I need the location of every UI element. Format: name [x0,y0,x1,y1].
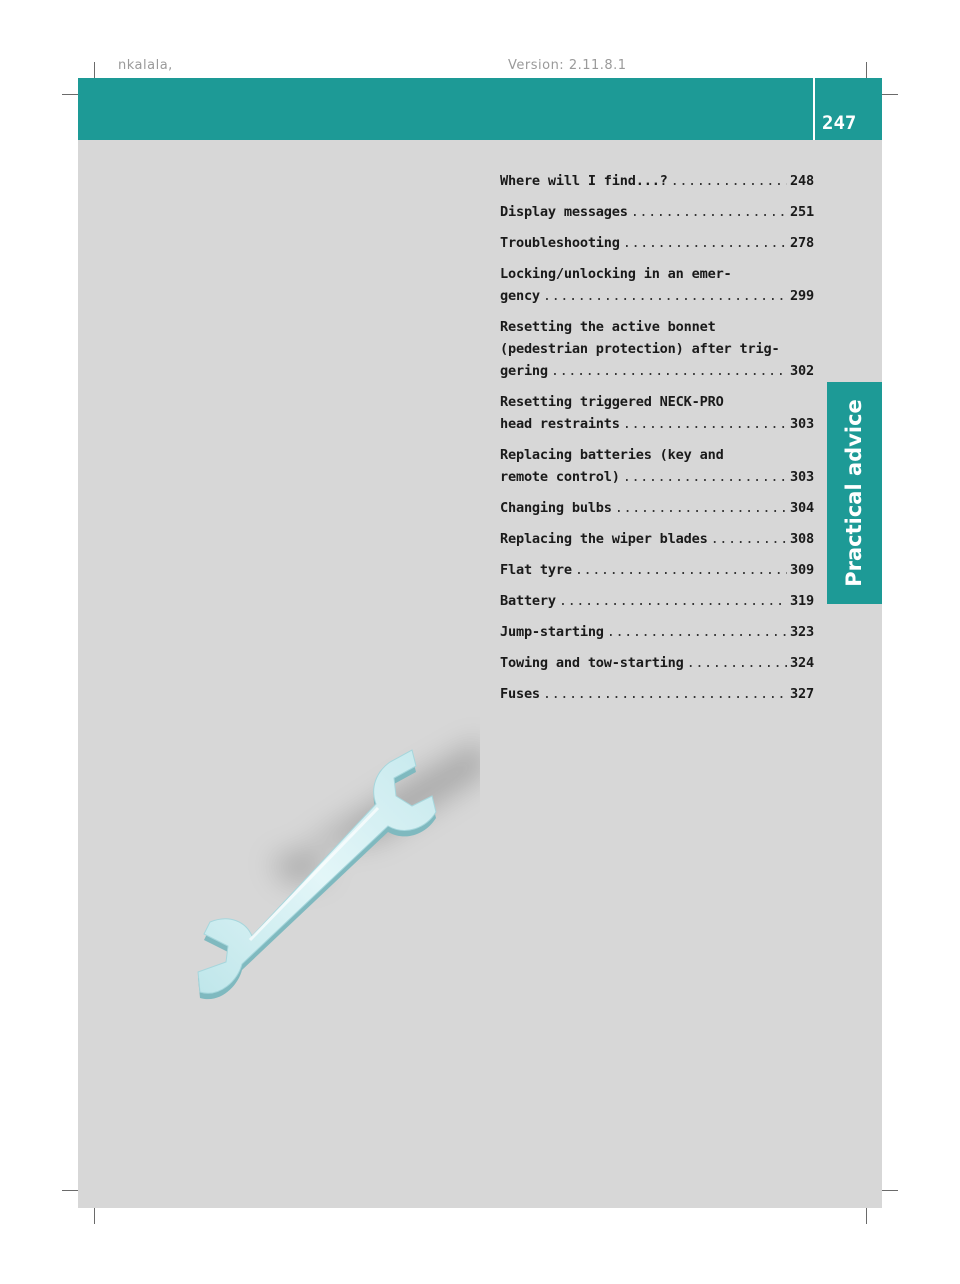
toc-leader-dots [559,590,787,612]
crop-mark [882,94,898,95]
toc-entry-last-line [500,559,814,581]
toc-entry-page: 278 [790,235,814,251]
toc-entry-page: 303 [790,469,814,485]
toc-entry-title: remote control) [500,469,620,485]
toc-entry-page: 302 [790,363,814,379]
toc-entry [500,683,814,705]
toc-entry-page: 308 [790,531,814,547]
crop-mark [866,62,867,78]
toc-entry [500,316,814,382]
toc-entry-last-line [500,590,814,612]
toc-leader-dots [551,360,787,382]
toc-entry-title: Replacing the wiper blades [500,531,708,547]
toc-entry [500,391,814,435]
header-band [78,78,882,140]
toc-entry-page: 304 [790,500,814,516]
toc-entry-title: Fuses [500,686,540,702]
toc-leader-dots [543,683,787,705]
page-number: 247 [822,112,857,134]
wrench-icon [180,700,480,1010]
toc-entry [500,497,814,519]
toc-leader-dots [623,232,787,254]
toc-entry-last-line [500,497,814,519]
crop-mark [866,1208,867,1224]
toc-entry-page: 303 [790,416,814,432]
toc-entry [500,652,814,674]
toc-leader-dots [607,621,787,643]
toc-leader-dots [631,201,787,223]
footer-watermark: carmanualsonline.info [771,1258,960,1278]
toc-entry [500,444,814,488]
toc-entry [500,170,814,192]
toc-entry-last-line [500,621,814,643]
toc-entry-line: Resetting the active bonnet [500,319,716,335]
toc-entry-last-line [500,360,814,382]
toc-entry-line: Locking/unlocking in an emer- [500,266,732,282]
toc-entry-title: Changing bulbs [500,500,612,516]
toc-entry-title: Flat tyre [500,562,572,578]
toc-entry [500,590,814,612]
header-left-text: nkalala, [118,58,173,73]
toc-entry [500,201,814,223]
toc-leader-dots [543,285,787,307]
toc-entry-title: Display messages [500,204,628,220]
toc-entry-title: head restraints [500,416,620,432]
toc-entry-last-line [500,232,814,254]
toc-entry [500,528,814,550]
toc-entry-last-line [500,683,814,705]
toc-entry-page: 319 [790,593,814,609]
header-divider [813,78,815,140]
toc-entry-line: (pedestrian protection) after trig- [500,341,780,357]
toc-entry-last-line [500,466,814,488]
toc-entry-page: 324 [790,655,814,671]
crop-mark [62,1190,78,1191]
toc-leader-dots [687,652,787,674]
toc-leader-dots [615,497,787,519]
crop-mark [62,94,78,95]
toc-entry-page: 309 [790,562,814,578]
toc-entry-page: 248 [790,173,814,189]
toc-entry-last-line [500,413,814,435]
table-of-contents [500,170,814,714]
toc-entry-title: Towing and tow-starting [500,655,684,671]
toc-entry [500,559,814,581]
toc-entry-title: Where will I find...? [500,173,668,189]
toc-entry [500,232,814,254]
crop-mark [94,1208,95,1224]
toc-entry-page: 299 [790,288,814,304]
toc-leader-dots [575,559,787,581]
crop-mark [94,62,95,78]
toc-entry-title: gering [500,363,548,379]
toc-entry-last-line [500,285,814,307]
toc-entry-last-line [500,528,814,550]
toc-entry-title: Troubleshooting [500,235,620,251]
toc-entry-last-line [500,170,814,192]
header-right-text: Version: 2.11.8.1 [508,58,627,73]
toc-entry-last-line [500,201,814,223]
toc-entry-last-line [500,652,814,674]
toc-leader-dots [623,413,787,435]
toc-entry-line: Replacing batteries (key and [500,447,724,463]
toc-entry-title: gency [500,288,540,304]
toc-entry [500,621,814,643]
side-tab-label: Practical advice [842,399,866,587]
toc-entry-title: Battery [500,593,556,609]
toc-entry [500,263,814,307]
toc-entry-page: 323 [790,624,814,640]
toc-entry-line: Resetting triggered NECK-PRO [500,394,724,410]
toc-entry-page: 251 [790,204,814,220]
toc-leader-dots [671,170,787,192]
toc-leader-dots [711,528,787,550]
crop-mark [882,1190,898,1191]
toc-entry-page: 327 [790,686,814,702]
toc-leader-dots [623,466,787,488]
toc-entry-title: Jump-starting [500,624,604,640]
